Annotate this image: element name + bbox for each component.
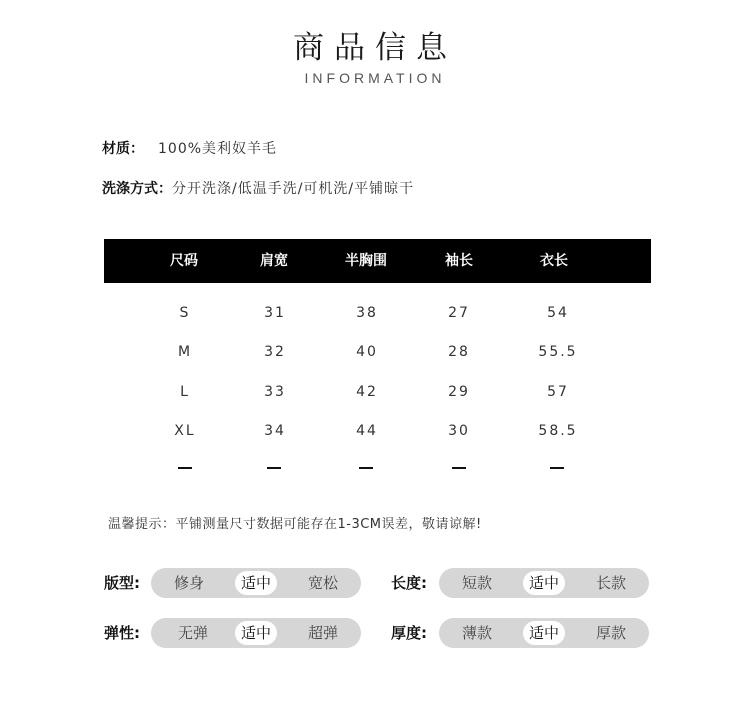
cell-sleeve: 30 bbox=[448, 423, 470, 439]
washing-label: 洗涤方式： bbox=[102, 181, 172, 197]
cell-size: S bbox=[179, 305, 191, 321]
attr-thickness-label: 厚度: bbox=[391, 624, 427, 642]
washing-value: 分开洗涤/低温手洗/可机洗/平铺晾干 bbox=[172, 181, 415, 197]
cell-shoulder: 34 bbox=[264, 423, 286, 439]
attr-thickness-option: 薄款 bbox=[461, 624, 493, 642]
cell-sleeve: 28 bbox=[448, 344, 470, 360]
dash-divider bbox=[178, 467, 192, 469]
dash-divider bbox=[267, 467, 281, 469]
attr-elastic-option: 无弹 bbox=[177, 624, 209, 642]
attr-elastic-label: 弹性: bbox=[104, 624, 140, 642]
header-shoulder: 肩宽 bbox=[260, 253, 288, 269]
cell-length: 58.5 bbox=[538, 423, 578, 439]
header-size: 尺码 bbox=[170, 253, 198, 269]
cell-chest: 42 bbox=[356, 384, 378, 400]
cell-chest: 44 bbox=[356, 423, 378, 439]
material-label: 材质： bbox=[102, 141, 144, 157]
table-dash-row bbox=[104, 467, 651, 487]
table-row bbox=[104, 305, 651, 325]
header-length: 衣长 bbox=[540, 253, 568, 269]
material-value: 100%美利奴羊毛 bbox=[158, 141, 278, 157]
cell-length: 55.5 bbox=[538, 344, 578, 360]
attr-fit-label: 版型: bbox=[104, 574, 140, 592]
attr-fit bbox=[104, 568, 364, 598]
attr-fit-option: 修身 bbox=[173, 574, 205, 592]
cell-shoulder: 33 bbox=[264, 384, 286, 400]
cell-chest: 38 bbox=[356, 305, 378, 321]
washing-info bbox=[102, 178, 414, 198]
cell-shoulder: 32 bbox=[264, 344, 286, 360]
attr-length-scale bbox=[439, 568, 649, 598]
attr-length-label: 长度: bbox=[391, 574, 427, 592]
header-sleeve: 袖长 bbox=[445, 253, 473, 269]
cell-size: L bbox=[180, 384, 190, 400]
cell-size: XL bbox=[174, 423, 196, 439]
attr-elastic-option-selected: 适中 bbox=[235, 621, 277, 645]
attr-elastic-scale bbox=[151, 618, 361, 648]
size-table-header bbox=[104, 239, 651, 283]
attr-length-option: 短款 bbox=[461, 574, 493, 592]
attr-elastic-option: 超弹 bbox=[307, 624, 339, 642]
cell-sleeve: 27 bbox=[448, 305, 470, 321]
material-info bbox=[102, 138, 277, 158]
cell-size: M bbox=[177, 344, 193, 360]
attr-elastic bbox=[104, 618, 364, 648]
dash-divider bbox=[550, 467, 564, 469]
size-table bbox=[104, 239, 651, 439]
table-row bbox=[104, 344, 651, 364]
dash-divider bbox=[359, 467, 373, 469]
attr-length-option-selected: 适中 bbox=[523, 571, 565, 595]
page-title: 商品信息 bbox=[293, 30, 457, 66]
attr-length bbox=[391, 568, 651, 598]
cell-chest: 40 bbox=[356, 344, 378, 360]
attr-thickness-option-selected: 适中 bbox=[523, 621, 565, 645]
cell-length: 57 bbox=[547, 384, 569, 400]
attr-fit-option: 宽松 bbox=[307, 574, 339, 592]
page-subtitle: INFORMATION bbox=[304, 70, 446, 86]
attr-fit-option-selected: 适中 bbox=[235, 571, 277, 595]
dash-divider bbox=[452, 467, 466, 469]
measurement-tip: 温馨提示：平铺测量尺寸数据可能存在1-3CM误差，敬请谅解! bbox=[108, 517, 482, 532]
table-row bbox=[104, 423, 651, 443]
attr-thickness-scale bbox=[439, 618, 649, 648]
header-chest: 半胸围 bbox=[345, 253, 387, 269]
cell-shoulder: 31 bbox=[264, 305, 286, 321]
attr-thickness bbox=[391, 618, 651, 648]
attr-thickness-option: 厚款 bbox=[595, 624, 627, 642]
table-row bbox=[104, 384, 651, 404]
cell-length: 54 bbox=[547, 305, 569, 321]
attr-length-option: 长款 bbox=[595, 574, 627, 592]
attr-fit-scale bbox=[151, 568, 361, 598]
cell-sleeve: 29 bbox=[448, 384, 470, 400]
